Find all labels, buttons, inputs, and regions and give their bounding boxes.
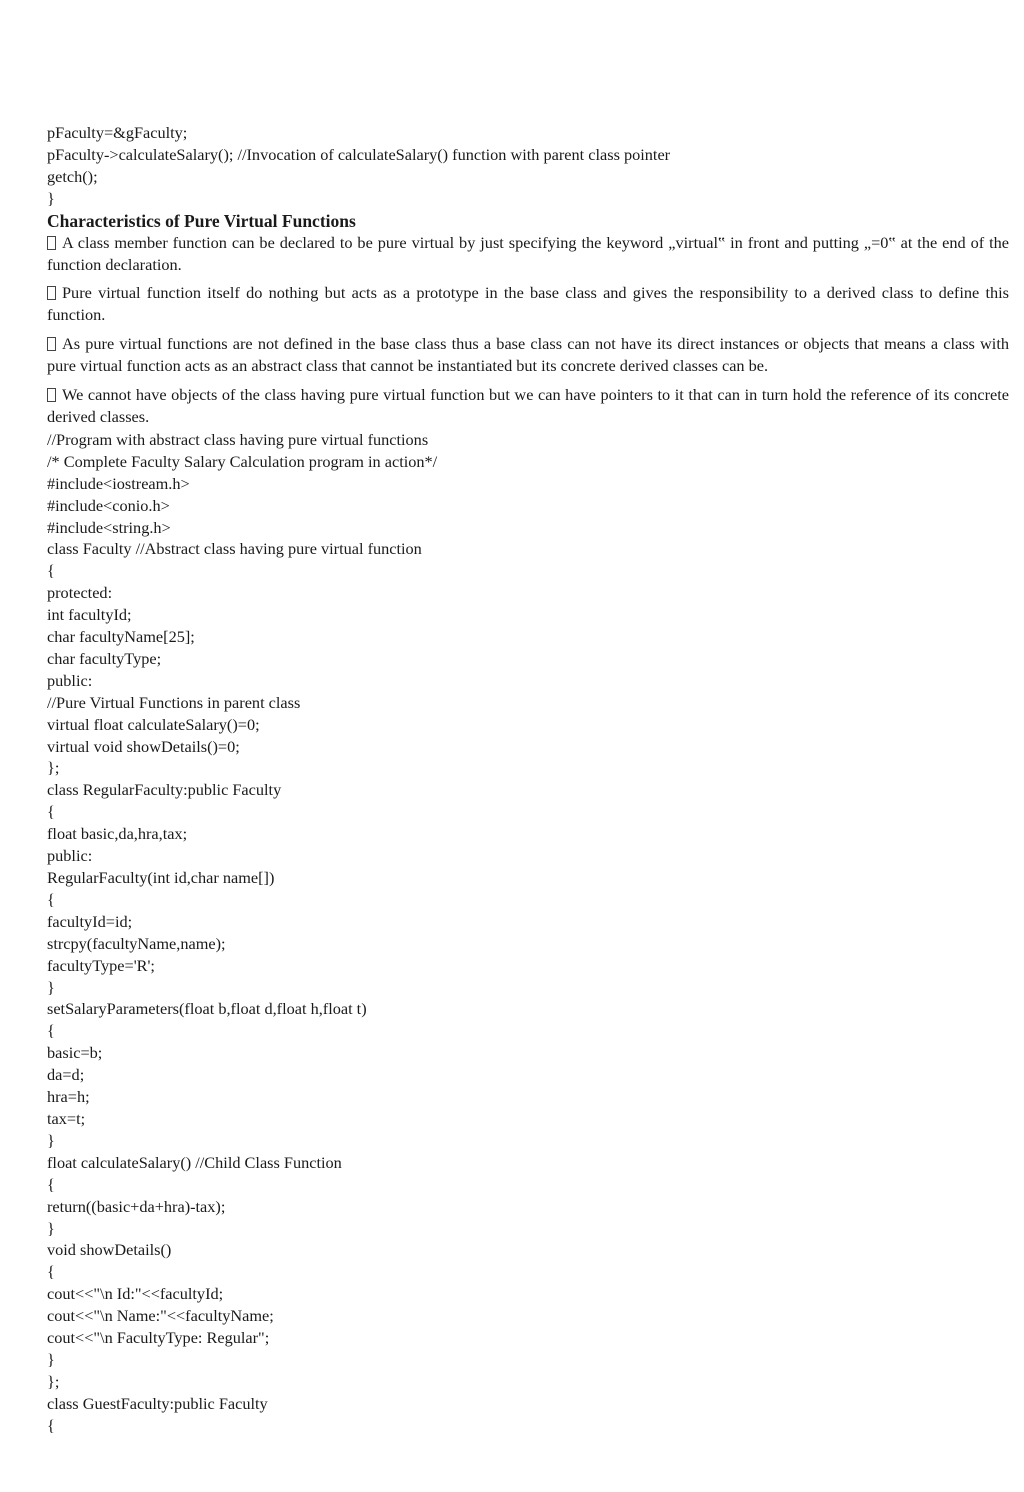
code-line: class GuestFaculty:public Faculty [47,1393,268,1413]
code-line: { [47,889,55,909]
bullet-item [47,333,1009,377]
code-line: } [47,1218,55,1238]
code-line: { [47,802,55,822]
code-line: //Program with abstract class having pure virtual functions [47,429,429,449]
code-line: RegularFaculty(int id,char name[]) [47,868,275,887]
bullet-box-icon [47,236,56,250]
bullet-list [47,232,1009,428]
code-line: hra=h; [47,1087,90,1107]
code-line: return((basic+da+hra)-tax); [47,1196,226,1216]
code-line: { [47,1021,55,1041]
bullet-box-icon [47,337,56,351]
code-line: pFaculty->calculateSalary(); //Invocation of calculateSalary() function with parent class pointer [47,144,671,164]
code-line: class RegularFaculty:public Faculty [47,780,282,800]
code-line: } [47,1130,55,1150]
code-line: basic=b; [47,1043,103,1063]
code-line: strcpy(facultyName,name); [47,933,226,953]
code-line: }; [47,1371,60,1391]
code-line: pFaculty=&gFaculty; [47,123,188,142]
code-line: class Faculty //Abstract class having pure virtual function [47,539,422,559]
code-line: public: [47,846,93,866]
code-line: #include<iostream.h> [47,473,190,493]
code-line: { [47,561,55,581]
code-line: void showDetails() [47,1240,172,1260]
code-line: public: [47,670,93,690]
code-line: virtual float calculateSalary()=0; [47,714,260,734]
code-line: da=d; [47,1065,85,1085]
code-line: float calculateSalary() //Child Class Function [47,1152,342,1172]
code-continuation [47,122,1009,210]
code-line: cout<<"\n Id:"<<facultyId; [47,1284,224,1304]
bullet-box-icon [47,388,56,402]
code-line: getch(); [47,166,98,186]
code-line: { [47,1262,55,1282]
code-line: { [47,1415,55,1435]
bullet-text: As pure virtual functions are not defined in the base class thus a base class can not have its direct instances or objects that means a class with pure virtual function acts as an abstract class that cannot be instantiated but its concrete derived classes can be. [47,334,1009,376]
code-line: setSalaryParameters(float b,float d,float h,float t) [47,999,367,1019]
bullet-box-icon [47,286,56,300]
code-line: virtual void showDetails()=0; [47,736,240,756]
code-line: cout<<"\n Name:"<<facultyName; [47,1306,274,1326]
code-line: } [47,188,55,208]
code-line: #include<conio.h> [47,495,170,515]
code-line: cout<<"\n FacultyType: Regular"; [47,1328,270,1348]
code-line: facultyId=id; [47,911,133,931]
code-line: char facultyType; [47,648,162,668]
code-line: { [47,1174,55,1194]
code-line: float basic,da,hra,tax; [47,824,188,844]
code-listing [47,429,1009,1437]
bullet-item [47,384,1009,428]
bullet-item [47,282,1009,326]
code-line: char facultyName[25]; [47,627,195,647]
code-line: /* Complete Faculty Salary Calculation program in action*/ [47,451,438,471]
code-line: protected: [47,583,113,603]
code-line: facultyType='R'; [47,955,155,975]
bullet-text: A class member function can be declared to be pure virtual by just specifying the keyword „virtual‟ in front and putting „=0‟ at the end of the function declaration. [47,232,1009,274]
code-line: //Pure Virtual Functions in parent class [47,692,301,712]
code-line: int facultyId; [47,605,132,625]
bullet-text: Pure virtual function itself do nothing but acts as a prototype in the base class and gives the responsibility to a derived class to define this function. [47,283,1009,325]
code-line: #include<string.h> [47,517,171,537]
code-line: } [47,977,55,997]
section-heading: Characteristics of Pure Virtual Functions [47,210,356,231]
code-line: }; [47,758,60,778]
code-line: } [47,1349,55,1369]
bullet-text: We cannot have objects of the class having pure virtual function but we can have pointers to it that can in turn hold the reference of its concrete derived classes. [47,385,1009,426]
bullet-item [47,232,1009,276]
document-page [47,122,1009,1437]
code-line: tax=t; [47,1108,86,1128]
